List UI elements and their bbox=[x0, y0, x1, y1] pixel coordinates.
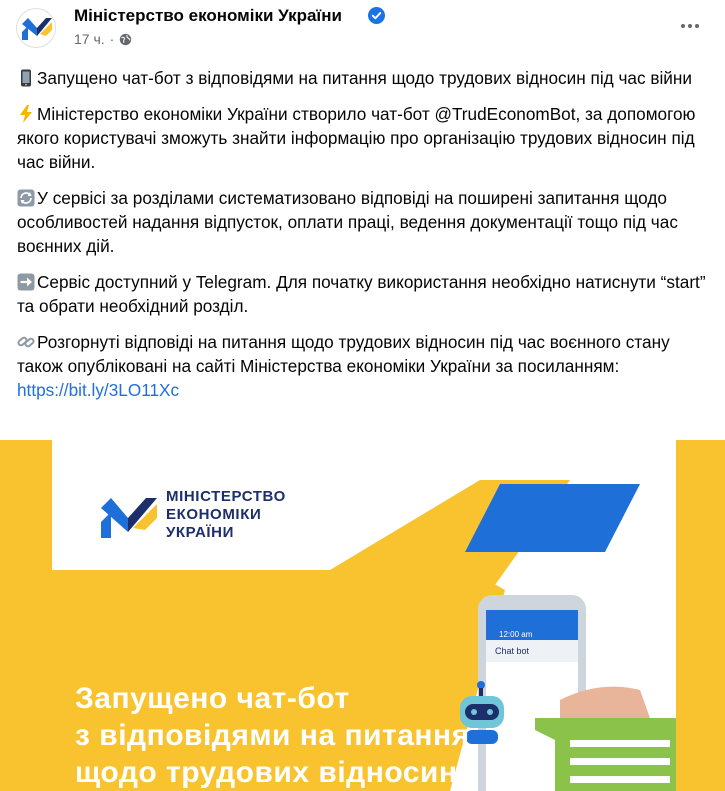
post-paragraph: У сервісі за розділами систематизовано відповіді на поширені запитання щодо особливостей надання відпусток, оплати праці, ведення документації тощо під час воєнних дій. bbox=[17, 188, 678, 256]
post-link[interactable]: https://bit.ly/3LO11Xc bbox=[17, 380, 180, 400]
link-icon bbox=[17, 333, 35, 351]
more-options-button[interactable] bbox=[673, 9, 707, 43]
ministry-logo-icon bbox=[22, 18, 52, 40]
post-paragraph: Міністерство економіки України створило чат-бот @TrudEconomBot, за допомогою якого користувачі зможуть знайти інформацію про організацію трудових відносин під час війни. bbox=[17, 104, 696, 172]
post-text bbox=[17, 66, 712, 414]
post-header bbox=[0, 0, 725, 60]
meta-separator: · bbox=[109, 31, 115, 47]
right-arrow-icon bbox=[17, 273, 35, 291]
repeat-arrows-icon bbox=[17, 189, 35, 207]
image-logo-text: МІНІСТЕРСТВО ЕКОНОМІКИ УКРАЇНИ bbox=[166, 488, 286, 541]
verified-icon bbox=[368, 7, 385, 24]
lightning-icon bbox=[17, 105, 35, 123]
post-paragraph: Запущено чат-бот з відповідями на питання щодо трудових відносин під час війни bbox=[17, 66, 712, 90]
post-image[interactable] bbox=[0, 440, 725, 791]
phone-time: 12:00 am bbox=[499, 630, 533, 639]
post-time[interactable]: 17 ч. bbox=[74, 31, 105, 47]
post-paragraph: Сервіс доступний у Telegram. Для початку використання необхідно натиснути “start” та обрати необхідний розділ. bbox=[17, 272, 706, 316]
globe-icon[interactable] bbox=[119, 33, 132, 46]
post-meta bbox=[74, 31, 132, 47]
post-paragraph: Розгорнуті відповіді на питання щодо трудових відносин під час воєнного стану також опубліковані на сайті Міністерства економіки України за посиланням: https://bit.ly/3LO11Xc bbox=[17, 332, 670, 400]
page-name[interactable]: Міністерство економіки України bbox=[74, 6, 342, 25]
image-headline: Запущено чат-бот з відповідями на питання щодо трудових відносин bbox=[75, 682, 470, 789]
page-avatar[interactable] bbox=[16, 8, 56, 48]
chatbot-label: Chat bot bbox=[495, 646, 530, 656]
mobile-phone-icon bbox=[17, 69, 35, 87]
more-dots-icon bbox=[681, 24, 685, 28]
